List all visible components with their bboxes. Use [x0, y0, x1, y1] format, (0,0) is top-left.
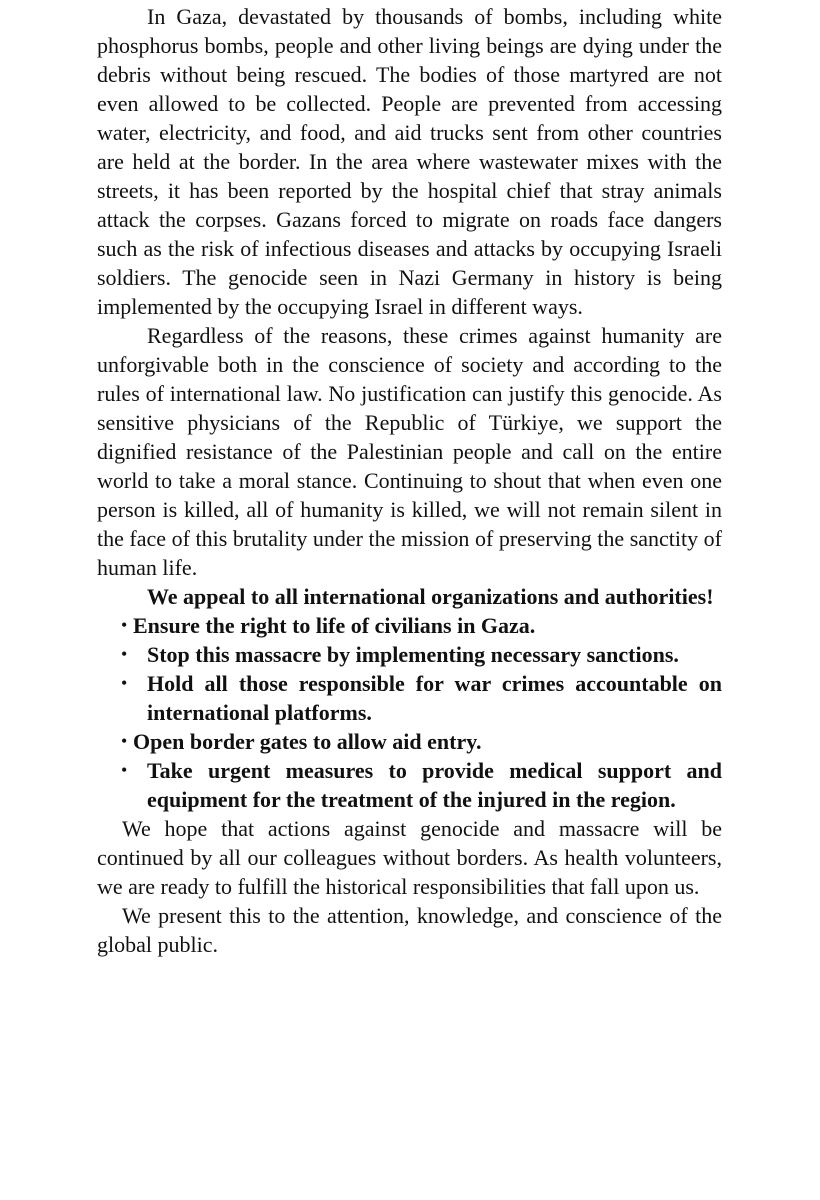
bullet-icon: •: [121, 644, 128, 664]
bullet-icon: •: [121, 615, 128, 635]
list-item: [97, 756, 722, 814]
bullet-icon: •: [121, 760, 128, 780]
list-item: [97, 727, 722, 756]
demands-list: [97, 611, 722, 814]
appeal-heading: We appeal to all international organizations and authorities!: [147, 584, 714, 609]
bullet-icon: •: [121, 673, 128, 693]
paragraph-crimes-against-humanity: Regardless of the reasons, these crimes against humanity are unforgivable both in the conscience of society and according to the rules of international law. No justification can justify this genocide. As sensitive physicians of the Republic of Türkiye, we support the dignified resistance of the Palestinian people and call on the entire world to take a moral stance. Continuing to shout that when even one person is killed, all of humanity is killed, we will not remain silent in the face of this brutality under the mission of preserving the sanctity of human life.: [97, 323, 722, 580]
bullet-icon: •: [121, 731, 128, 751]
list-item: [97, 669, 722, 727]
demand-text: Hold all those responsible for war crimes accountable on international platforms.: [147, 671, 722, 725]
demand-text: Take urgent measures to provide medical support and equipment for the treatment of the injured in the region.: [147, 758, 722, 812]
paragraph-closing: We present this to the attention, knowledge, and conscience of the global public.: [97, 903, 722, 957]
list-item: [97, 611, 722, 640]
paragraph-gaza-situation: In Gaza, devastated by thousands of bombs, including white phosphorus bombs, people and other living beings are dying under the debris without being rescued. The bodies of those martyred are not even allowed to be collected. People are prevented from accessing water, electricity, and food, and aid trucks sent from other countries are held at the border. In the area where wastewater mixes with the streets, it has been reported by the hospital chief that stray animals attack the corpses. Gazans forced to migrate on roads face dangers such as the risk of infectious diseases and attacks by occupying Israeli soldiers. The genocide seen in Nazi Germany in history is being implemented by the occupying Israel in different ways.: [97, 4, 722, 319]
paragraph-hope: We hope that actions against genocide and massacre will be continued by all our colleagues without borders. As health volunteers, we are ready to fulfill the historical responsibilities that fall upon us.: [97, 816, 722, 899]
demand-text: Open border gates to allow aid entry.: [133, 729, 482, 754]
demand-text: Stop this massacre by implementing necessary sanctions.: [147, 642, 679, 667]
list-item: [97, 640, 722, 669]
document-page: [97, 2, 722, 959]
demand-text: Ensure the right to life of civilians in Gaza.: [133, 613, 536, 638]
